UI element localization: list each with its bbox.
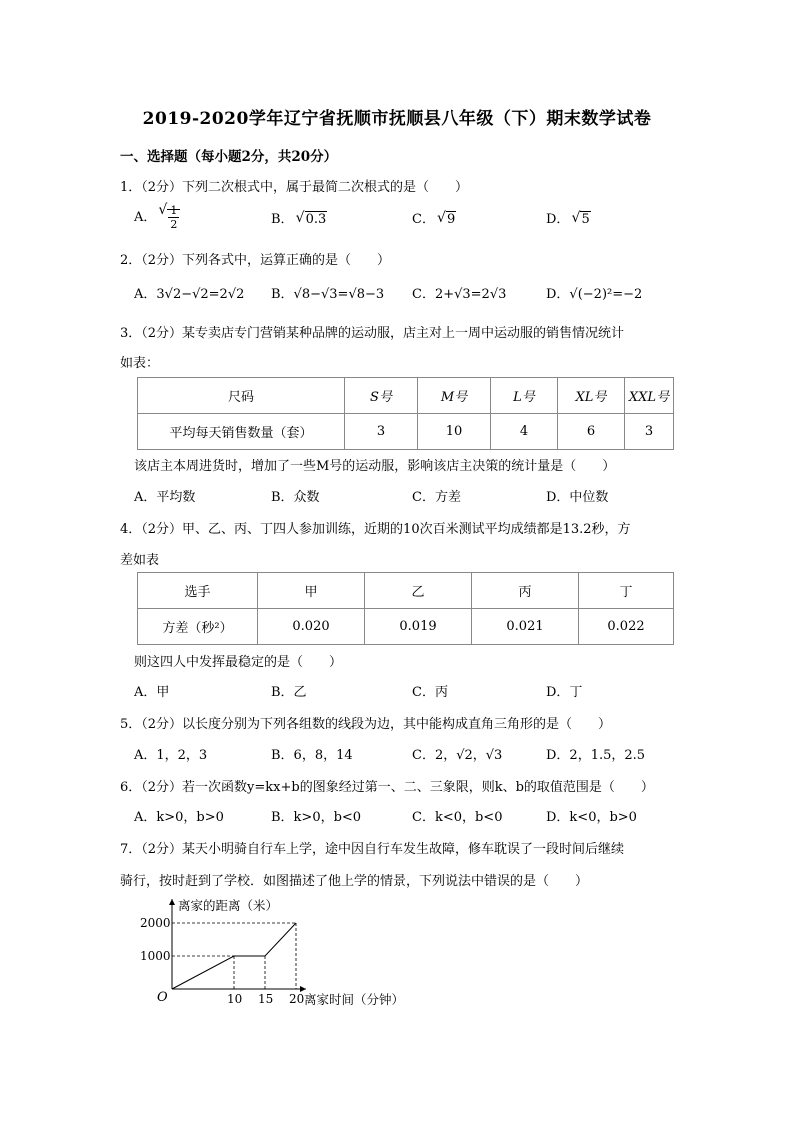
question-7-stem-line2: 骑行，按时赶到了学校．如图描述了他上学的情景，下列说法中错误的是（ ） — [120, 874, 589, 889]
question-6-stem: 6．（2分）若一次函数y=kx+b的图象经过第一、二、三象限，则k、b的取值范围是（ ） — [120, 780, 654, 795]
q5-option-b: B．6，8，14 — [271, 748, 353, 763]
table-cell: 平均每天销售数量（套） — [138, 414, 345, 450]
table-row — [138, 414, 674, 450]
question-4-stem-line1: 4．（2分）甲、乙、丙、丁四人参加训练，近期的10次百米测试平均成绩都是13.2秒，方 — [120, 522, 631, 537]
question-7-stem-line1: 7．（2分）某天小明骑自行车上学，途中因自行车发生故障，修车耽误了一段时间后继续 — [120, 842, 625, 857]
table-header-cell: 选手 — [138, 573, 258, 609]
q2-option-d: D．√(−2)²=−2 — [546, 287, 643, 302]
q5-option-a: A．1，2，3 — [134, 748, 208, 763]
table-header-cell: 乙 — [365, 573, 472, 609]
table-header-cell: 丙 — [472, 573, 579, 609]
q4-option-a: A．甲 — [134, 685, 170, 700]
question-2-stem: 2．（2分）下列各式中，运算正确的是（ ） — [120, 253, 391, 268]
question-3-stem-line1: 3．（2分）某专卖店专门营销某种品牌的运动服，店主对上一周中运动服的销售情况统计 — [120, 326, 625, 341]
page-title: 2019-2020学年辽宁省抚顺市抚顺县八年级（下）期末数学试卷 — [142, 109, 652, 129]
q5-option-c: C．2，√2，√3 — [412, 748, 503, 763]
q2-option-b: B．√8−√3=√8−3 — [271, 287, 385, 302]
q2-option-c: C．2+√3=2√3 — [412, 287, 507, 302]
table-header-cell: 甲 — [258, 573, 365, 609]
fraction: $\frac{1}{2}$ — [170, 204, 178, 231]
x-tick-label: 15 — [258, 992, 274, 1006]
table-header-cell: M号 — [418, 378, 491, 414]
q3-option-a: A．平均数 — [134, 490, 196, 505]
question-6-options — [134, 806, 694, 826]
x-tick-label: 20 — [289, 992, 305, 1006]
table-cell: 10 — [418, 414, 491, 450]
question-1-stem: 1．（2分）下列二次根式中，属于最简二次根式的是（ ） — [120, 180, 469, 195]
q6-option-a: A．k>0，b>0 — [134, 810, 224, 825]
table-cell: 方差（秒²） — [138, 609, 258, 645]
origin-label: O — [157, 990, 168, 1005]
q1-option-d: D． √ 5 — [546, 210, 590, 227]
q3-option-d: D．中位数 — [546, 490, 609, 505]
q6-option-c: C．k<0，b<0 — [412, 810, 503, 825]
q6-option-b: B．k>0，b<0 — [271, 810, 362, 825]
q3-option-b: B．众数 — [271, 490, 320, 505]
table-header-cell: S号 — [345, 378, 418, 414]
q3-option-c: C．方差 — [412, 490, 461, 505]
q6-option-d: D．k<0，b>0 — [546, 810, 637, 825]
q1-option-c: C． √ 9 — [412, 210, 456, 227]
table-cell: 0.021 — [472, 609, 579, 645]
q4-option-d: D．丁 — [546, 685, 583, 700]
question-5-options — [134, 744, 694, 764]
section-heading: 一、选择题（每小题2分，共20分） — [120, 149, 338, 165]
question-4-options — [134, 681, 694, 701]
table-header-cell: L号 — [491, 378, 558, 414]
y-tick-label: 1000 — [140, 949, 171, 963]
sales-table — [137, 377, 674, 450]
table-header-cell: 丁 — [579, 573, 674, 609]
distance-time-chart — [120, 893, 440, 1015]
table-cell: 4 — [491, 414, 558, 450]
table-row — [138, 609, 674, 645]
question-2-options — [134, 283, 694, 303]
q5-option-d: D．2，1.5，2.5 — [546, 748, 646, 763]
table-cell: 0.019 — [365, 609, 472, 645]
table-header-cell: XL号 — [558, 378, 625, 414]
question-3-after: 该店主本周进货时，增加了一些M号的运动服，影响该店主决策的统计量是（ ） — [134, 459, 616, 474]
table-cell: 0.020 — [258, 609, 365, 645]
x-axis-label: 离家时间（分钟） — [304, 992, 405, 1007]
question-3-stem-line2: 如表： — [120, 356, 160, 371]
q4-option-c: C．丙 — [412, 685, 448, 700]
x-tick-label: 10 — [227, 992, 243, 1006]
question-5-stem: 5．（2分）以长度分别为下列各组数的线段为边，其中能构成直角三角形的是（ ） — [120, 717, 612, 732]
table-header-cell: 尺码 — [138, 378, 345, 414]
table-cell: 3 — [625, 414, 674, 450]
table-row — [138, 378, 674, 414]
q1-option-a: A． √ $\frac{1}{2}$ — [134, 204, 180, 231]
y-tick-label: 2000 — [140, 916, 171, 930]
table-row — [138, 573, 674, 609]
table-header-cell: XXL号 — [625, 378, 674, 414]
table-cell: 3 — [345, 414, 418, 450]
question-3-options — [134, 486, 694, 506]
variance-table — [137, 572, 674, 645]
y-axis-label: 离家的距离（米） — [178, 898, 279, 913]
table-cell: 6 — [558, 414, 625, 450]
table-cell: 0.022 — [579, 609, 674, 645]
q4-option-b: B．乙 — [271, 685, 307, 700]
q2-option-a: A．3√2−√2=2√2 — [134, 287, 245, 302]
q1-option-b: B． √ 0.3 — [271, 210, 327, 227]
question-4-stem-line2: 差如表 — [120, 553, 160, 568]
question-1-options — [134, 202, 694, 231]
question-4-after: 则这四人中发挥最稳定的是（ ） — [134, 655, 343, 670]
series-line — [172, 923, 296, 989]
